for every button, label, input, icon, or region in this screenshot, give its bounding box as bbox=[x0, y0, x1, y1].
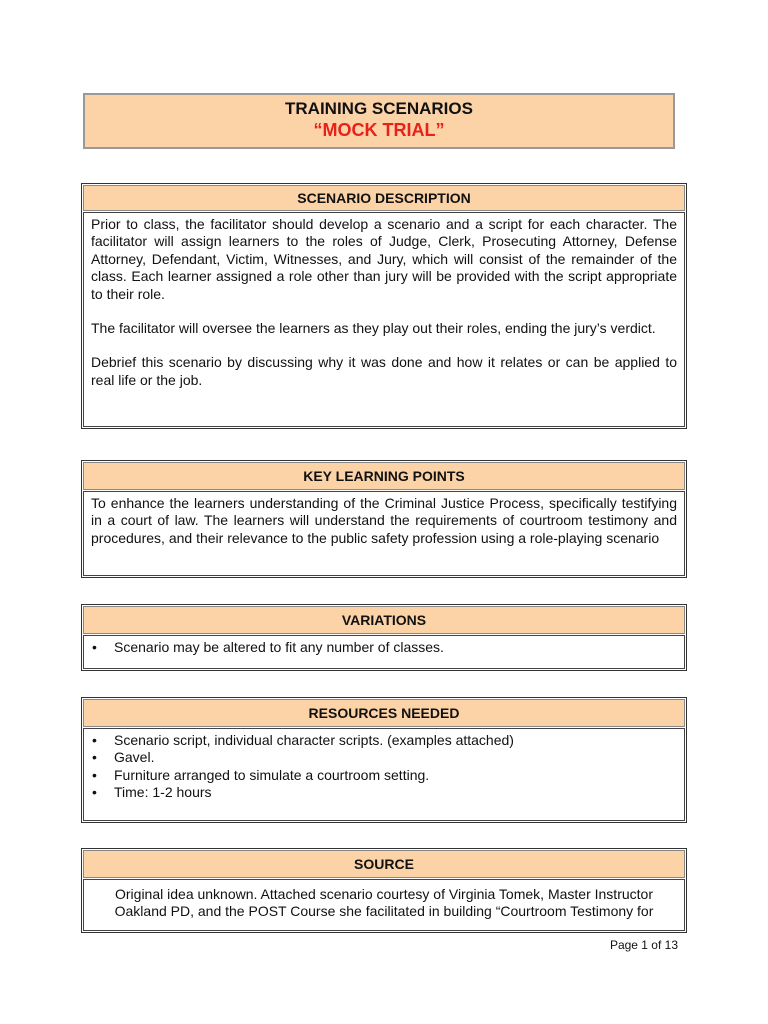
key-learning-points-body bbox=[83, 491, 685, 576]
scenario-description-body bbox=[83, 212, 685, 427]
source-heading: SOURCE bbox=[83, 850, 685, 878]
variations-section bbox=[81, 604, 687, 671]
list-item bbox=[91, 784, 677, 801]
list-item bbox=[91, 749, 677, 766]
source-text: Original idea unknown. Attached scenario courtesy of Virginia Tomek, Master Instructor Oakland PD, and the POST Course she facilitated in building “Courtroom Testimony for bbox=[114, 886, 654, 920]
key-learning-points-section bbox=[81, 460, 687, 578]
list-item bbox=[91, 767, 677, 784]
list-item bbox=[91, 639, 677, 656]
resources-list bbox=[91, 732, 677, 802]
scenario-description-heading: SCENARIO DESCRIPTION bbox=[83, 185, 685, 211]
key-learning-points-text: To enhance the learners understanding of the Criminal Justice Process, specifically testifying in a court of law. The learners will understand the requirements of courtroom testimony and procedures, and their relevance to the public safety profession using a role-playing scenario bbox=[91, 495, 677, 546]
resources-needed-section bbox=[81, 697, 687, 823]
scenario-paragraph-3: Debrief this scenario by discussing why it was done and how it relates or can be applied to real life or the job. bbox=[91, 354, 677, 388]
list-item-text: Scenario script, individual character scripts. (examples attached) bbox=[114, 732, 514, 748]
list-item bbox=[91, 732, 677, 749]
bullet-icon: • bbox=[92, 749, 97, 766]
variations-heading: VARIATIONS bbox=[83, 606, 685, 634]
document-subtitle: “MOCK TRIAL” bbox=[313, 120, 445, 140]
document-title-box bbox=[83, 93, 675, 149]
list-item-text: Time: 1-2 hours bbox=[114, 784, 212, 801]
source-section bbox=[81, 848, 687, 933]
bullet-icon: • bbox=[92, 639, 97, 655]
scenario-paragraph-1: Prior to class, the facilitator should develop a scenario and a script for each character. The facilitator will assign learners to the roles of Judge, Clerk, Prosecuting Attorney, Defense Attorney, Defendant, Victim, Witnesses, and Jury, which will consist of the remainder of the class. Each learner assigned a role other than jury will be provided with the script appropriate to their role. bbox=[91, 216, 677, 302]
scenario-paragraph-2: The facilitator will oversee the learners as they play out their roles, ending the jury’s verdict. bbox=[91, 320, 656, 337]
variations-list bbox=[91, 639, 677, 656]
scenario-description-section bbox=[81, 183, 687, 429]
list-item-text: Gavel. bbox=[114, 749, 155, 766]
document-title: TRAINING SCENARIOS bbox=[285, 99, 473, 118]
bullet-icon: • bbox=[92, 784, 97, 801]
resources-needed-heading: RESOURCES NEEDED bbox=[83, 699, 685, 727]
source-body bbox=[83, 879, 685, 931]
key-learning-points-heading: KEY LEARNING POINTS bbox=[83, 462, 685, 490]
resources-needed-body bbox=[83, 728, 685, 821]
list-item-text: Furniture arranged to simulate a courtroom setting. bbox=[114, 766, 430, 783]
variations-body bbox=[83, 635, 685, 669]
bullet-icon: • bbox=[92, 766, 97, 783]
page-number: Page 1 of 13 bbox=[609, 938, 678, 952]
bullet-icon: • bbox=[92, 732, 97, 748]
list-item-text: Scenario may be altered to fit any number of classes. bbox=[114, 639, 444, 655]
